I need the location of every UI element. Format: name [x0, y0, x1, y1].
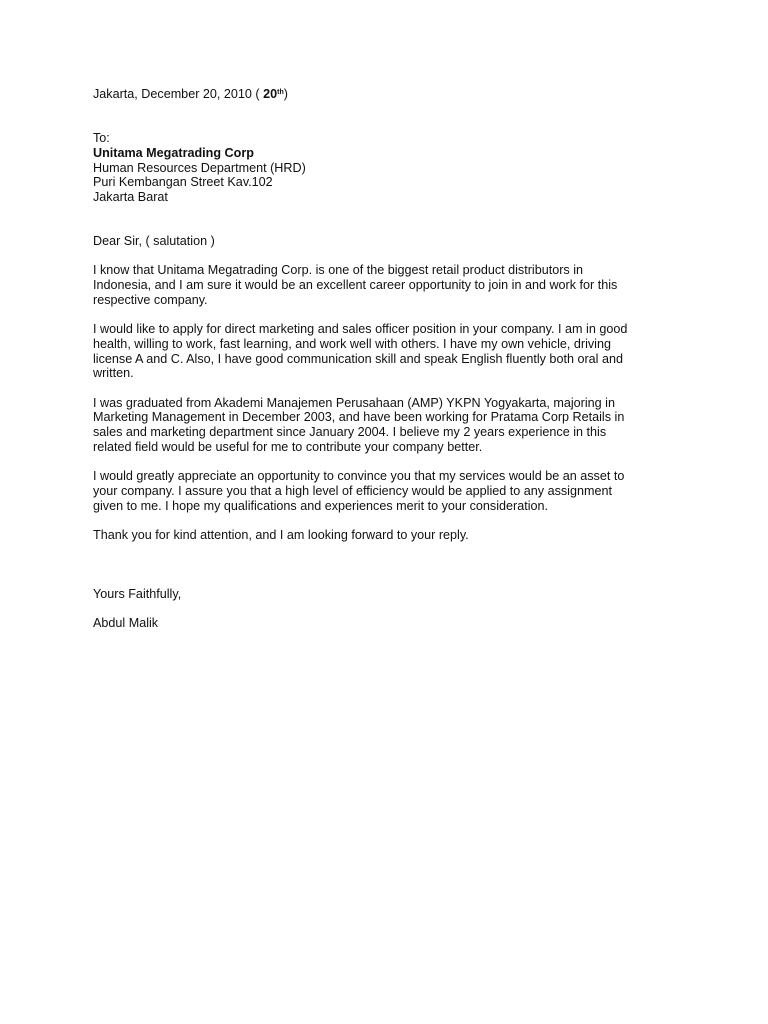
closing: Yours Faithfully,	[93, 586, 182, 601]
date-text: Jakarta, December 20, 2010 (	[93, 87, 264, 101]
paragraph-line: I was graduated from Akademi Manajemen Perusahaan (AMP) YKPN Yogyakarta, majoring in	[93, 395, 615, 410]
recipient-company: Unitama Megatrading Corp	[93, 145, 254, 160]
paragraph-line: written.	[93, 366, 134, 381]
salutation: Dear Sir, ( salutation )	[93, 234, 215, 248]
date-close: )	[283, 87, 288, 101]
paragraph-line: sales and marketing department since January 2004. I believe my 2 years experience in this	[93, 425, 607, 440]
body-paragraph-2	[93, 322, 683, 381]
paragraph-line: your company. I assure you that a high level of efficiency would be applied to any assignment	[93, 483, 612, 498]
body-paragraph-3	[93, 396, 683, 455]
recipient-to-label: To:	[93, 131, 110, 146]
paragraph-line: license A and C. Also, I have good communication skill and speak English fluently both oral and	[93, 351, 623, 366]
body-paragraph-1	[93, 263, 683, 307]
recipient-block	[93, 131, 683, 205]
paragraph-line: given to me. I hope my qualifications and experiences merit to your consideration.	[93, 498, 549, 513]
date-suffix: th	[277, 89, 284, 96]
paragraph-line: Thank you for kind attention, and I am looking forward to your reply.	[93, 527, 469, 542]
date-day: 20	[263, 87, 278, 101]
paragraph-line: related field would be useful for me to contribute your company better.	[93, 439, 483, 454]
signature-name: Abdul Malik	[93, 616, 159, 631]
recipient-street: Puri Kembangan Street Kav.102	[93, 175, 273, 190]
body-paragraph-5	[93, 528, 683, 543]
paragraph-line: health, willing to work, fast learning, and work well with others. I have my own vehicle, driving	[93, 336, 611, 351]
cover-letter	[93, 87, 683, 631]
paragraph-line: Indonesia, and I am sure it would be an excellent career opportunity to join in and work for this	[93, 278, 618, 293]
paragraph-line: I would greatly appreciate an opportunity to convince you that my services would be an asset to	[93, 469, 625, 484]
paragraph-line: I know that Unitama Megatrading Corp. is one of the biggest retail product distributors in	[93, 263, 584, 278]
paragraph-line: I would like to apply for direct marketing and sales officer position in your company. I am in good	[93, 322, 628, 337]
letter-date	[93, 87, 683, 102]
recipient-city: Jakarta Barat	[93, 189, 168, 204]
body-paragraph-4	[93, 469, 683, 513]
paragraph-line: respective company.	[93, 292, 208, 307]
recipient-department: Human Resources Department (HRD)	[93, 160, 306, 175]
paragraph-line: Marketing Management in December 2003, and have been working for Pratama Corp Retails in	[93, 410, 625, 425]
